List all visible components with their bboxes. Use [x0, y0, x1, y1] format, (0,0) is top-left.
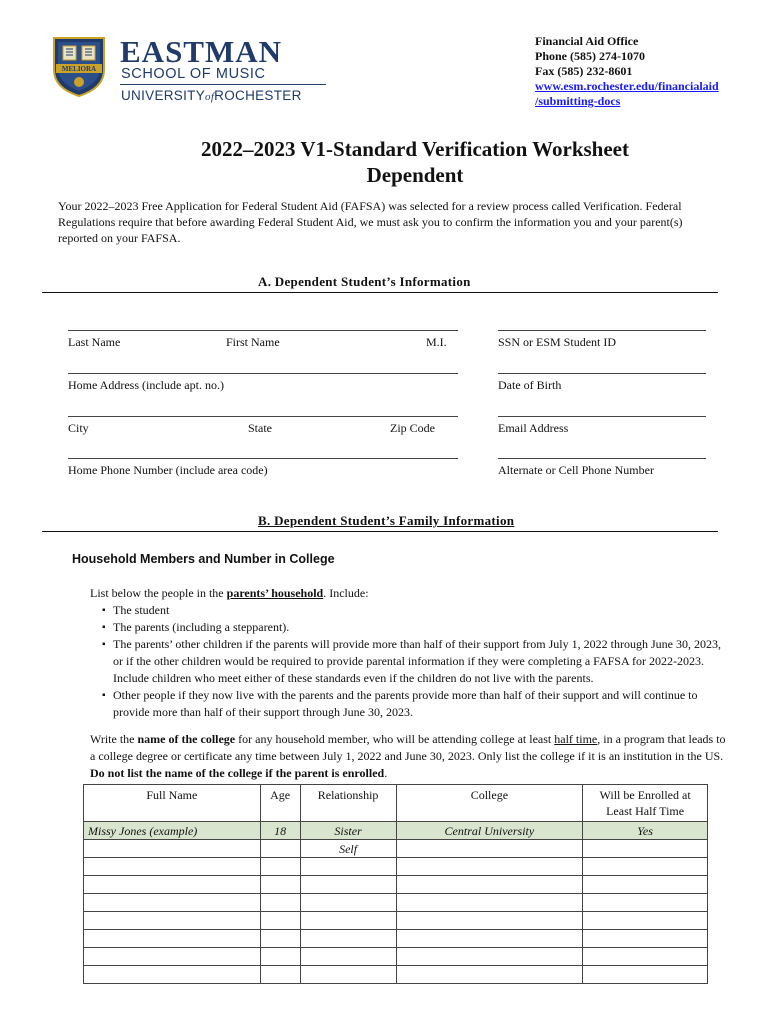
university-seal-icon [52, 36, 106, 98]
state-label: State [248, 421, 272, 435]
table-row[interactable] [84, 858, 708, 876]
logo-eastman: EASTMAN [120, 34, 283, 69]
last-name-line[interactable] [68, 330, 458, 331]
col-age: Age [260, 785, 300, 822]
ssn-label: SSN or ESM Student ID [498, 335, 617, 349]
home-phone-line[interactable] [68, 458, 458, 459]
col-enrolled-half-time: Will be Enrolled at Least Half Time [583, 785, 708, 822]
table-row[interactable] [84, 948, 708, 966]
zip-label: Zip Code [390, 421, 435, 435]
list-item: ▪ The parents’ other children if the parents will provide more than half of their support from July 1, 2022 through June 30, 2023, or if the other children would be required to provide parental information if they were completing a FAFSA for 2022-2023. Include children who meet either of these standards even if the children do not live with the parents. [102, 636, 730, 687]
dob-line[interactable] [498, 373, 706, 374]
ssn-line[interactable] [498, 330, 706, 331]
col-relationship: Relationship [300, 785, 396, 822]
household-subheading: Household Members and Number in College [72, 552, 335, 566]
office-name: Financial Aid Office [535, 34, 639, 48]
office-phone: Phone (585) 274-1070 [535, 49, 645, 63]
list-item: ▪ The parents (including a stepparent). [102, 619, 730, 636]
first-name-label: First Name [226, 335, 280, 349]
logo-school-of-music: SCHOOL OF MUSIC [121, 66, 266, 82]
intro-paragraph: Your 2022–2023 Free Application for Federal Student Aid (FAFSA) was selected for a review process called Verification. Federal Regulations require that before awarding Federal Student Aid, we must ask you to confirm the information you and your parent(s) reported on your FAFSA. [58, 199, 683, 245]
email-line[interactable] [498, 416, 706, 417]
table-row[interactable] [84, 840, 708, 858]
table-row[interactable] [84, 894, 708, 912]
example-enrolled: Yes [583, 822, 708, 840]
alt-phone-line[interactable] [498, 458, 706, 459]
email-label: Email Address [498, 421, 569, 435]
college-instructions: Write the name of the college for any household member, who will be attending college at least half time, in a program that leads to a college degree or certificate any time between July 1, 2022 and June 30, 2023. Only list the college if it is an institution in the US. Do not list the name of the college if the parent is enrolled. [90, 732, 726, 780]
last-name-label: Last Name [68, 335, 121, 349]
table-header-row [84, 785, 708, 822]
table-row-example [84, 822, 708, 840]
list-item: ▪ The student [102, 602, 730, 619]
mi-label: M.I. [426, 335, 447, 349]
city-line[interactable] [68, 416, 458, 417]
home-phone-label: Home Phone Number (include area code) [68, 463, 268, 477]
example-name: Missy Jones (example) [84, 822, 261, 840]
alt-phone-label: Alternate or Cell Phone Number [498, 463, 654, 477]
document-title: 2022–2023 V1-Standard Verification Worksheet Dependent [201, 137, 629, 187]
city-label: City [68, 421, 89, 435]
svg-text:MELIORA: MELIORA [61, 65, 97, 73]
example-relationship: Sister [300, 822, 396, 840]
section-b-heading: B. Dependent Student’s Family Information [42, 515, 718, 532]
home-address-line[interactable] [68, 373, 458, 374]
logo-divider [120, 84, 326, 85]
example-age: 18 [260, 822, 300, 840]
table-row[interactable] [84, 930, 708, 948]
example-college: Central University [396, 822, 583, 840]
table-row[interactable] [84, 912, 708, 930]
office-website-link[interactable]: www.esm.rochester.edu/financialaid [535, 79, 719, 93]
self-label: Self [300, 840, 396, 858]
household-criteria-list [102, 602, 730, 721]
household-list-intro: List below the people in the parents’ household. Include: [90, 586, 369, 600]
school-logo [52, 36, 332, 106]
list-item: ▪ Other people if they now live with the parents and the parents provide more than half of their support and will continue to provide more than half of their support through June 30, 2023. [102, 687, 730, 721]
logo-university: UNIVERSITYofROCHESTER [121, 88, 302, 103]
office-fax: Fax (585) 232-8601 [535, 64, 633, 78]
household-table [83, 784, 708, 984]
office-contact [535, 34, 719, 109]
col-college: College [396, 785, 583, 822]
home-address-label: Home Address (include apt. no.) [68, 378, 224, 392]
col-full-name: Full Name [84, 785, 261, 822]
section-a-heading: A. Dependent Student’s Information [42, 276, 718, 293]
office-website-link-cont[interactable]: /submitting-docs [535, 94, 621, 108]
table-row[interactable] [84, 876, 708, 894]
table-row[interactable] [84, 966, 708, 984]
dob-label: Date of Birth [498, 378, 562, 392]
